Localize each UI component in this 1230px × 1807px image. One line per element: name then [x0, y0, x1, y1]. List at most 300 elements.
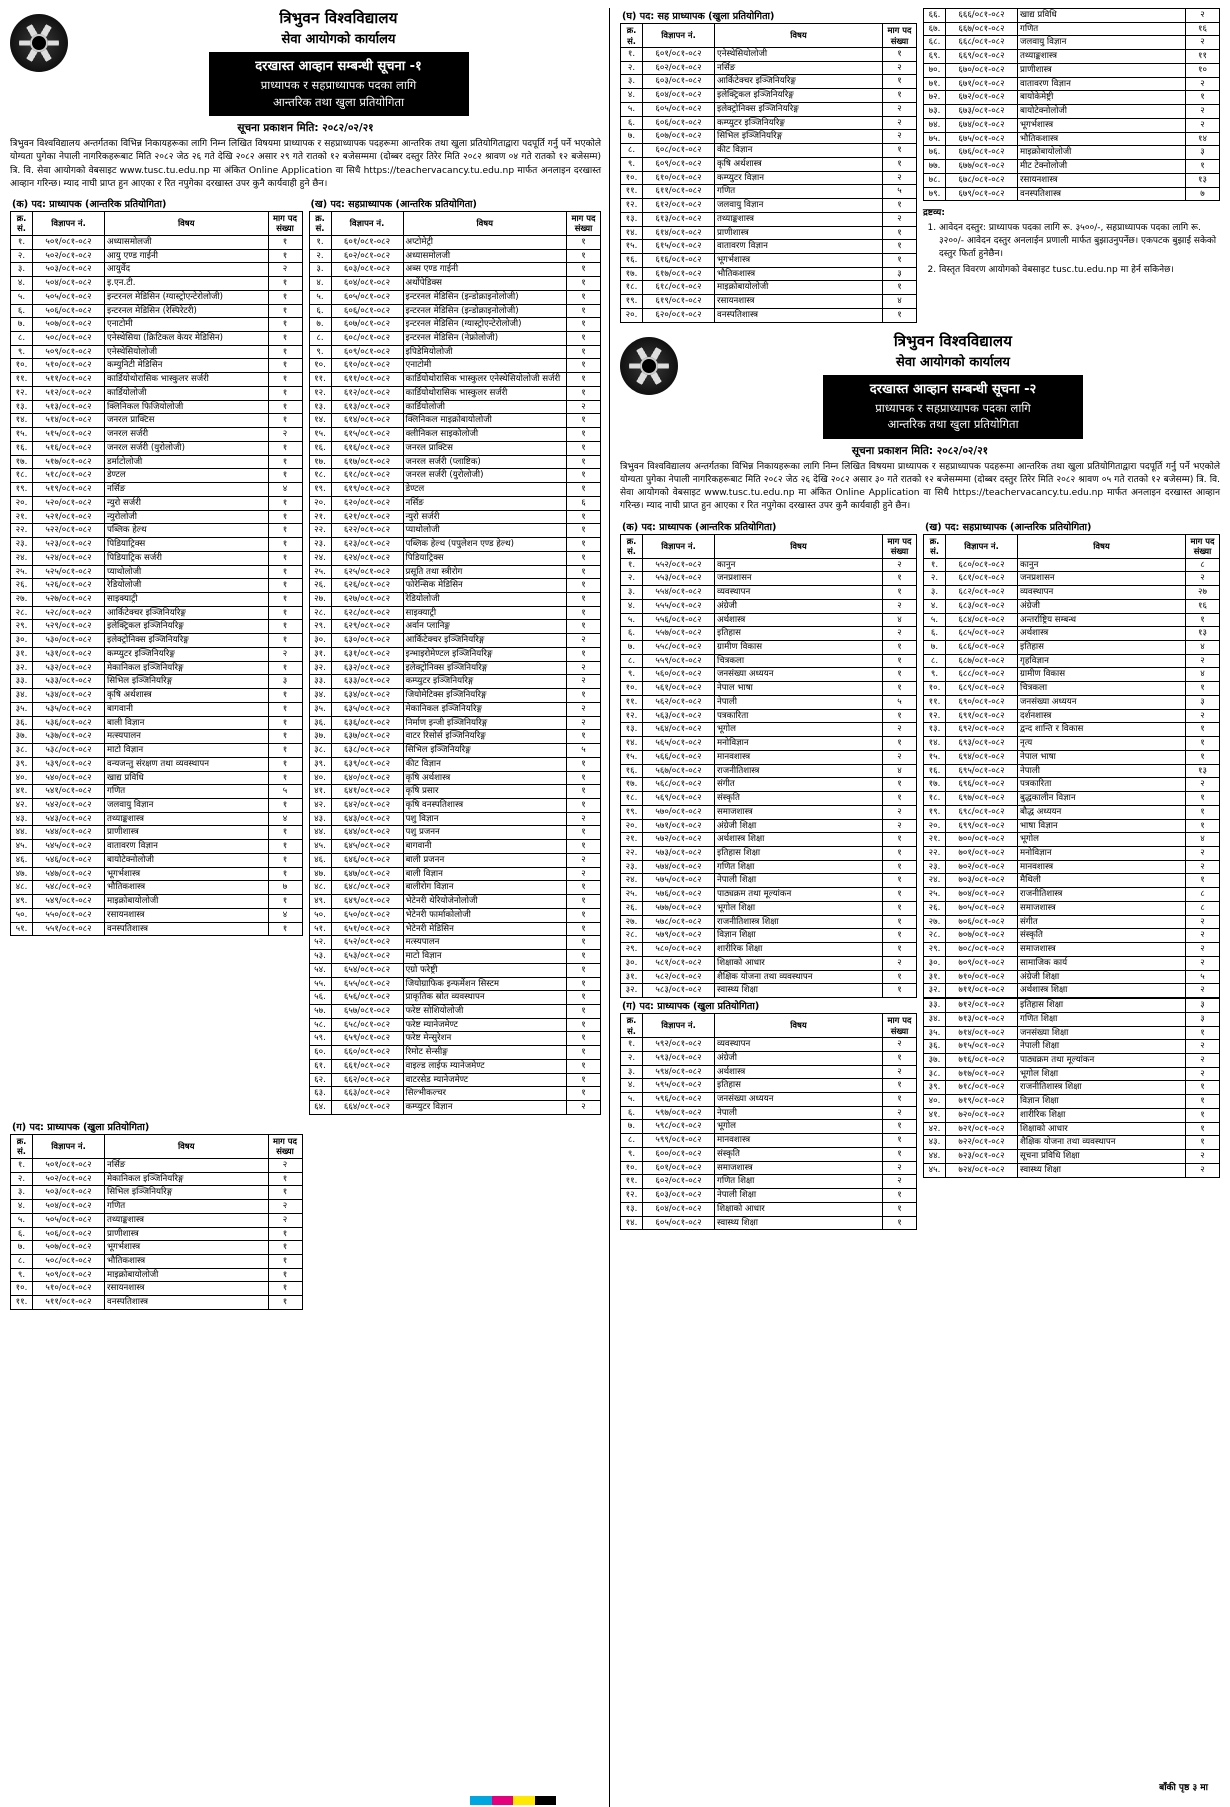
- cell-ad-no: ७१९/०८१-०८२: [946, 1095, 1018, 1109]
- cell-sn: ११.: [621, 695, 643, 709]
- cell-seats: १: [567, 469, 601, 483]
- table-row: [11, 428, 303, 442]
- cell-sn: ७.: [11, 1241, 33, 1255]
- cell-subject: मनोविज्ञान: [715, 737, 883, 751]
- cell-sn: ५९.: [309, 1032, 331, 1046]
- cell-subject: कृषि प्रसार: [403, 785, 567, 799]
- cell-ad-no: ५६२/०८१-०८२: [643, 695, 715, 709]
- cell-subject: कम्प्युटर इञ्जिनियरिङ्ग: [403, 675, 567, 689]
- cell-seats: ४: [883, 613, 917, 627]
- cell-seats: १: [268, 565, 302, 579]
- cell-subject: अर्थशास्त्र: [715, 613, 883, 627]
- table-n1-ka-title: (क) पद: प्राध्यापक (आन्तरिक प्रतियोगिता): [12, 198, 167, 210]
- cell-seats: १: [883, 1120, 917, 1134]
- cell-sn: १०.: [924, 682, 946, 696]
- cell-sn: १०.: [309, 359, 331, 373]
- cell-ad-no: ६९४/०८१-०८२: [946, 750, 1018, 764]
- note-item: 2. विस्तृत विवरण आयोगको वेबसाइट tusc.tu.edu.np मा हेर्न सकिनेछ।: [939, 264, 1220, 277]
- table-row: [924, 846, 1220, 860]
- table-row: [621, 970, 917, 984]
- cell-sn: ६२.: [309, 1073, 331, 1087]
- cell-subject: माइक्रोबायोलोजी: [105, 1268, 269, 1282]
- cell-subject: कार्डियोथोरासिक भास्कुलर सर्जरी: [105, 373, 269, 387]
- cell-seats: १६: [1186, 22, 1220, 36]
- cell-subject: प्राणीशास्त्र: [105, 826, 269, 840]
- cell-subject: न्युरो सर्जरी: [403, 510, 567, 524]
- cell-sn: ३८.: [924, 1067, 946, 1081]
- cell-seats: १: [268, 798, 302, 812]
- cell-ad-no: ६५६/०८१-०८२: [331, 991, 403, 1005]
- cell-sn: ८.: [309, 332, 331, 346]
- cell-seats: १: [1186, 1081, 1220, 1095]
- cell-sn: १४.: [11, 414, 33, 428]
- table-row: [621, 750, 917, 764]
- cell-seats: १: [567, 428, 601, 442]
- cell-seats: १: [268, 606, 302, 620]
- cell-ad-no: ५२१/०८१-०८२: [33, 510, 105, 524]
- cell-seats: १: [268, 373, 302, 387]
- cell-subject: कम्प्युटर इञ्जिनियरिङ्ग: [715, 116, 883, 130]
- cell-subject: रसायनशास्त्र: [1018, 173, 1186, 187]
- table-n2-ga: [620, 1013, 917, 1230]
- cell-seats: ८: [1186, 888, 1220, 902]
- cell-ad-no: ५४७/०८१-०८२: [33, 867, 105, 881]
- cell-sn: १२.: [621, 1189, 643, 1203]
- cell-seats: १: [268, 538, 302, 552]
- cell-seats: १: [567, 538, 601, 552]
- cell-ad-no: ७२२/०८१-०८२: [946, 1136, 1018, 1150]
- cell-sn: २.: [621, 1051, 643, 1065]
- cell-sn: १३.: [11, 400, 33, 414]
- cell-sn: ३.: [621, 75, 643, 89]
- cell-ad-no: ५९८/०८१-०८२: [643, 1120, 715, 1134]
- cell-ad-no: ५१२/०८१-०८२: [33, 386, 105, 400]
- table-row: [621, 212, 917, 226]
- cell-ad-no: ६०३/०८१-०८२: [643, 1189, 715, 1203]
- table-row: [621, 240, 917, 254]
- cell-sn: १८.: [309, 469, 331, 483]
- cell-seats: १३: [1186, 173, 1220, 187]
- cell-sn: ३२.: [11, 661, 33, 675]
- table-row: [11, 290, 303, 304]
- cell-seats: १: [268, 249, 302, 263]
- cell-ad-no: ५३१/०८१-०८२: [33, 647, 105, 661]
- table-row: [309, 977, 601, 991]
- table-row: [11, 881, 303, 895]
- cell-sn: १०.: [621, 1161, 643, 1175]
- cell-seats: १: [883, 901, 917, 915]
- col-seats: माग पद संख्या: [567, 211, 601, 235]
- table-row: [11, 647, 303, 661]
- cell-ad-no: ६८६/०८१-०८२: [946, 640, 1018, 654]
- cell-subject: अंग्रेजी: [715, 1051, 883, 1065]
- cell-ad-no: ६०६/०८१-०८२: [331, 304, 403, 318]
- cell-sn: ३.: [11, 263, 33, 277]
- cell-seats: २: [1186, 860, 1220, 874]
- cell-ad-no: ७०१/०८१-०८२: [946, 846, 1018, 860]
- table-row: [924, 146, 1220, 160]
- cell-seats: २: [268, 1158, 302, 1172]
- cell-seats: १: [883, 984, 917, 998]
- cell-ad-no: ५११/०८१-०८२: [33, 1296, 105, 1310]
- cell-subject: निर्माण इन्जी इञ्जिनियरिङ्ग: [403, 716, 567, 730]
- cell-ad-no: ६७७/०८१-०८२: [946, 160, 1018, 174]
- cell-ad-no: ६१६/०८१-०८२: [331, 441, 403, 455]
- cell-sn: ५१.: [309, 922, 331, 936]
- cell-ad-no: ६७४/०८१-०८२: [946, 118, 1018, 132]
- cell-sn: ४.: [924, 599, 946, 613]
- cell-seats: १: [567, 647, 601, 661]
- table-row: [11, 455, 303, 469]
- cell-sn: ३०.: [11, 634, 33, 648]
- cell-ad-no: ५३७/०८१-०८२: [33, 730, 105, 744]
- cell-subject: कम्प्युटर इञ्जिनियरिङ्ग: [105, 647, 269, 661]
- table-row: [309, 277, 601, 291]
- cell-seats: १: [567, 798, 601, 812]
- table-row: [309, 496, 601, 510]
- cell-subject: आयु एण्ड गाईनी: [105, 249, 269, 263]
- cell-seats: २: [567, 812, 601, 826]
- cell-subject: भौतिकशास्त्र: [715, 267, 883, 281]
- cell-seats: २: [567, 634, 601, 648]
- cell-seats: १: [883, 199, 917, 213]
- cell-seats: १: [567, 977, 601, 991]
- notice1-banner: [209, 52, 469, 116]
- cell-sn: ५१.: [11, 922, 33, 936]
- cell-seats: १: [567, 991, 601, 1005]
- cell-sn: १.: [924, 558, 946, 572]
- cell-subject: गणित: [715, 185, 883, 199]
- table-row: [309, 675, 601, 689]
- note-item: 1. आवेदन दस्तुर: प्राध्यापक पदका लागि रू. ३५००/-, सहप्राध्यापक पदका लागि रू. ३२००/- आवेदन दस्तुर अनलाईन प्रणाली मार्फत बुझाउनुपर्नेछ। एकपटक बुझाई सकेको दस्तुर फिर्ता हुनेछैन।: [939, 222, 1220, 261]
- cell-subject: चित्रकला: [1018, 682, 1186, 696]
- cell-ad-no: ६०५/०८१-०८२: [331, 290, 403, 304]
- cell-seats: २: [567, 716, 601, 730]
- table-row: [924, 1040, 1220, 1054]
- cell-ad-no: ६०८/०८१-०८२: [331, 332, 403, 346]
- cell-ad-no: ६७६/०८१-०८२: [946, 146, 1018, 160]
- cell-seats: ३: [1186, 146, 1220, 160]
- table-row: [309, 1059, 601, 1073]
- cell-sn: १९.: [924, 805, 946, 819]
- table-row: [924, 640, 1220, 654]
- cell-ad-no: ५५२/०८१-०८२: [643, 558, 715, 572]
- cell-subject: वातावरण विज्ञान: [105, 840, 269, 854]
- table-row: [924, 9, 1220, 23]
- cell-subject: माइक्रोबायोलोजी: [1018, 146, 1186, 160]
- cell-seats: ६: [567, 496, 601, 510]
- cell-ad-no: ६४९/०८१-०८२: [331, 895, 403, 909]
- cell-ad-no: ६५९/०८१-०८२: [331, 1032, 403, 1046]
- cell-sn: ५.: [924, 613, 946, 627]
- cell-ad-no: ५३५/०८१-०८२: [33, 702, 105, 716]
- cell-seats: १: [567, 345, 601, 359]
- cell-seats: १: [1186, 723, 1220, 737]
- cell-ad-no: ५३४/०८१-०८२: [33, 689, 105, 703]
- print-color-bar: [470, 1796, 556, 1805]
- cell-seats: १: [268, 551, 302, 565]
- cell-subject: ग्रामीण विकास: [715, 640, 883, 654]
- cell-subject: भूगोल: [715, 1120, 883, 1134]
- cell-seats: २: [1186, 929, 1220, 943]
- cell-seats: ४: [268, 812, 302, 826]
- cell-ad-no: ५०४/०८१-०८२: [33, 277, 105, 291]
- table-row: [309, 716, 601, 730]
- cell-sn: १७.: [11, 455, 33, 469]
- table-row: [924, 63, 1220, 77]
- cell-ad-no: ६१८/०८१-०८२: [331, 469, 403, 483]
- cell-sn: ४४.: [11, 826, 33, 840]
- table-row: [309, 249, 601, 263]
- cell-sn: १५.: [309, 428, 331, 442]
- cell-sn: ३३.: [11, 675, 33, 689]
- cell-subject: जनरल सर्जरी (युरोलोजी): [403, 469, 567, 483]
- cell-subject: तथ्याङ्कशास्त्र: [1018, 50, 1186, 64]
- cell-sn: ६.: [621, 1106, 643, 1120]
- table-row: [309, 538, 601, 552]
- cell-subject: बायोटेक्नोलोजी: [1018, 105, 1186, 119]
- cell-subject: वाटरसेड म्यानेजमेण्ट: [403, 1073, 567, 1087]
- cell-ad-no: ७१८/०८१-०८२: [946, 1081, 1018, 1095]
- cell-sn: ८.: [11, 332, 33, 346]
- cell-subject: व्यवस्थापन: [1018, 586, 1186, 600]
- cell-subject: सिभिल इञ्जिनियरिङ्ग: [105, 675, 269, 689]
- cell-sn: १२.: [924, 709, 946, 723]
- table-row: [924, 695, 1220, 709]
- cell-seats: ५: [1186, 970, 1220, 984]
- cell-sn: ४९.: [309, 895, 331, 909]
- cell-subject: शारीरिक शिक्षा: [1018, 1108, 1186, 1122]
- cell-seats: १: [567, 386, 601, 400]
- cell-subject: शैक्षिक योजना तथा व्यवस्थापन: [1018, 1136, 1186, 1150]
- cell-seats: १: [1186, 1122, 1220, 1136]
- cell-ad-no: ६७३/०८१-०८२: [946, 105, 1018, 119]
- cell-ad-no: ५७६/०८१-०८२: [643, 888, 715, 902]
- cell-sn: ७४.: [924, 118, 946, 132]
- table-row: [11, 1255, 303, 1269]
- cell-ad-no: ६०८/०८१-०८२: [643, 144, 715, 158]
- table-row: [621, 1093, 917, 1107]
- table-row: [11, 579, 303, 593]
- cell-seats: १: [883, 1189, 917, 1203]
- cell-seats: २: [883, 819, 917, 833]
- cell-subject: गणित: [105, 785, 269, 799]
- cell-ad-no: ५२४/०८१-०८२: [33, 551, 105, 565]
- table-row: [924, 173, 1220, 187]
- table-row: [924, 105, 1220, 119]
- cell-sn: २८.: [924, 929, 946, 943]
- table-row: [621, 586, 917, 600]
- table-row: [11, 551, 303, 565]
- table-row: [621, 1065, 917, 1079]
- cell-ad-no: ५५०/०८१-०८२: [33, 908, 105, 922]
- cell-subject: इलेक्ट्रिकल इञ्जिनियरिङ्ग: [715, 89, 883, 103]
- table-row: [924, 1012, 1220, 1026]
- cell-seats: १: [268, 744, 302, 758]
- table-row: [309, 428, 601, 442]
- cell-seats: २: [567, 675, 601, 689]
- cell-subject: इन्टरनल मेडिसिन (इन्डोक्राइनोलोजी): [403, 304, 567, 318]
- cell-ad-no: ५५५/०८१-०८२: [643, 599, 715, 613]
- table-row: [621, 308, 917, 322]
- cell-seats: १: [883, 970, 917, 984]
- cell-ad-no: ६४१/०८१-०८२: [331, 785, 403, 799]
- table-row: [11, 496, 303, 510]
- table-row: [621, 915, 917, 929]
- table-row: [621, 627, 917, 641]
- cell-sn: २५.: [924, 888, 946, 902]
- cell-seats: १: [567, 510, 601, 524]
- cell-ad-no: ६२२/०८१-०८२: [331, 524, 403, 538]
- cell-sn: ७०.: [924, 63, 946, 77]
- table-row: [309, 373, 601, 387]
- footer-continued-note: बाँकी पृष्ठ ३ मा: [1159, 1783, 1208, 1793]
- cell-seats: २: [883, 61, 917, 75]
- cell-ad-no: ६८०/०८१-०८२: [946, 558, 1018, 572]
- cell-subject: मत्स्यपालन: [403, 936, 567, 950]
- table-row: [621, 846, 917, 860]
- cell-ad-no: ५०७/०८१-०८२: [33, 1241, 105, 1255]
- table-row: [309, 510, 601, 524]
- cell-subject: आर्किटेक्चर इञ्जिनियरिङ्ग: [715, 75, 883, 89]
- cell-ad-no: ६०१/०८१-०८२: [643, 48, 715, 62]
- table-row: [924, 627, 1220, 641]
- table-row: [11, 812, 303, 826]
- col-sn: क्र. सं.: [621, 24, 643, 48]
- cell-seats: १: [268, 826, 302, 840]
- cell-subject: भूगर्भशास्त्र: [715, 254, 883, 268]
- cell-sn: ६.: [924, 627, 946, 641]
- table-row: [621, 792, 917, 806]
- col-sn: क्र. सं.: [11, 211, 33, 235]
- cell-subject: नेपाली: [715, 695, 883, 709]
- table-row: [621, 1202, 917, 1216]
- cell-sn: ७.: [309, 318, 331, 332]
- cell-sn: १.: [621, 1038, 643, 1052]
- cell-seats: १: [567, 441, 601, 455]
- table-row: [11, 1282, 303, 1296]
- cell-seats: १: [268, 400, 302, 414]
- cell-sn: ४७.: [309, 867, 331, 881]
- cell-sn: १४.: [309, 414, 331, 428]
- cell-sn: ९.: [924, 668, 946, 682]
- cell-ad-no: ६३६/०८१-०८२: [331, 716, 403, 730]
- table-row: [11, 304, 303, 318]
- table-row: [621, 805, 917, 819]
- cell-sn: २५.: [11, 565, 33, 579]
- cell-seats: २: [883, 956, 917, 970]
- cell-seats: १: [268, 345, 302, 359]
- cell-seats: १: [567, 950, 601, 964]
- cell-seats: १: [268, 304, 302, 318]
- cell-ad-no: ६४८/०८१-०८२: [331, 881, 403, 895]
- cell-seats: २: [268, 428, 302, 442]
- table-row: [309, 551, 601, 565]
- cell-seats: १: [567, 373, 601, 387]
- cell-seats: १: [883, 943, 917, 957]
- cell-sn: २८.: [309, 606, 331, 620]
- cell-subject: तथ्याङ्कशास्त्र: [105, 1213, 269, 1227]
- table-row: [309, 908, 601, 922]
- table-row: [309, 455, 601, 469]
- cell-ad-no: ६३२/०८१-०८२: [331, 661, 403, 675]
- cell-seats: १: [883, 308, 917, 322]
- cell-subject: स्वास्थ्य शिक्षा: [1018, 1163, 1186, 1177]
- cell-sn: ११.: [621, 185, 643, 199]
- col-seats: माग पद संख्या: [268, 1134, 302, 1158]
- cell-seats: १: [883, 1079, 917, 1093]
- cell-subject: दर्शनशास्त्र: [1018, 709, 1186, 723]
- cell-ad-no: ५२३/०८१-०८२: [33, 538, 105, 552]
- cell-ad-no: ७१०/०८१-०८२: [946, 970, 1018, 984]
- cell-subject: मैथिली: [1018, 874, 1186, 888]
- cell-sn: ११.: [924, 695, 946, 709]
- cell-sn: ५५.: [309, 977, 331, 991]
- table-row: [924, 36, 1220, 50]
- cell-sn: ३८.: [309, 744, 331, 758]
- cell-ad-no: ५९३/०८१-०८२: [643, 1051, 715, 1065]
- table-row: [621, 1147, 917, 1161]
- cell-ad-no: ५०४/०८१-०८२: [33, 1200, 105, 1214]
- cell-seats: २: [883, 102, 917, 116]
- cell-subject: कार्डियोथोरासिक भास्कुलर एनेस्थेसियोलोजी सर्जरी: [403, 373, 567, 387]
- cell-ad-no: ६९०/०८१-०८२: [946, 695, 1018, 709]
- cell-seats: १: [883, 778, 917, 792]
- cell-subject: चित्रकला: [715, 654, 883, 668]
- table-n2-ka-wrap: [620, 519, 917, 1231]
- cell-seats: ४: [268, 483, 302, 497]
- cell-ad-no: ७२०/०८१-०८२: [946, 1108, 1018, 1122]
- cell-subject: इन्टरनल मेडिसिन (रेस्पिरेटरी): [105, 304, 269, 318]
- cell-sn: ४६.: [309, 853, 331, 867]
- table-row: [309, 826, 601, 840]
- cell-seats: २: [1186, 846, 1220, 860]
- cell-sn: ५०.: [11, 908, 33, 922]
- cell-subject: भौतिकशास्त्र: [105, 881, 269, 895]
- table-row: [309, 991, 601, 1005]
- cell-subject: इलेक्ट्रोनिक्स इञ्जिनियरिङ्ग: [403, 661, 567, 675]
- cell-subject: इपिडेमियोलोजी: [403, 345, 567, 359]
- cell-subject: नर्सिङ: [715, 61, 883, 75]
- cell-sn: ३.: [924, 586, 946, 600]
- table-row: [924, 50, 1220, 64]
- cell-seats: १: [1186, 805, 1220, 819]
- cell-ad-no: ६११/०८१-०८२: [643, 185, 715, 199]
- cell-ad-no: ५०३/०८१-०८२: [33, 263, 105, 277]
- cell-seats: १: [268, 730, 302, 744]
- cell-subject: पब्लिक हेल्थ (पपुलेशन एण्ड हेल्थ): [403, 538, 567, 552]
- cell-ad-no: ५३३/०८१-०८२: [33, 675, 105, 689]
- cell-subject: जनरल सर्जरी (युरोलोजी): [105, 441, 269, 455]
- cell-sn: २३.: [621, 860, 643, 874]
- cell-seats: १: [268, 579, 302, 593]
- cell-subject: भाषा विज्ञान: [1018, 819, 1186, 833]
- cell-subject: पिडियाट्रिक्स: [403, 551, 567, 565]
- cell-seats: २: [567, 1101, 601, 1115]
- cell-sn: २७.: [621, 915, 643, 929]
- cell-sn: ४८.: [11, 881, 33, 895]
- table-row: [924, 1081, 1220, 1095]
- cell-sn: ५.: [309, 290, 331, 304]
- cell-sn: ६९.: [924, 50, 946, 64]
- cell-seats: २: [1186, 1150, 1220, 1164]
- table-row: [11, 373, 303, 387]
- table-row: [11, 606, 303, 620]
- table-row: [11, 277, 303, 291]
- cell-ad-no: ५६४/०८१-०८२: [643, 723, 715, 737]
- cell-seats: २: [268, 1200, 302, 1214]
- cell-seats: २: [1186, 118, 1220, 132]
